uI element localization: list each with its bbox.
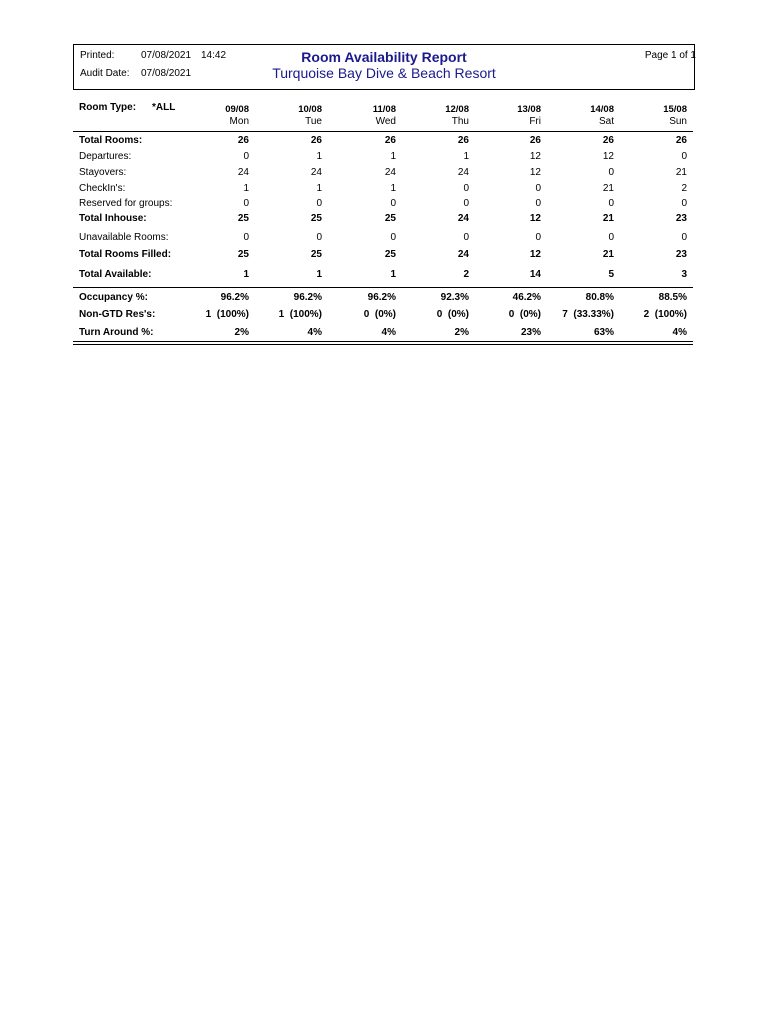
room-type-value: *ALL (152, 102, 176, 113)
table-cell: 0 (535, 232, 541, 243)
audit-date: 07/08/2021 (141, 68, 192, 79)
table-cell: 0 (535, 183, 541, 194)
table-cell: 1 (316, 269, 322, 280)
table-cell: 4% (672, 327, 687, 338)
column-date: 15/08 (663, 104, 687, 115)
table-cell: 0 (608, 198, 614, 209)
table-cell: 12 (529, 151, 541, 162)
divider-top (73, 131, 693, 132)
table-cell: 5 (608, 269, 614, 280)
column-date: 13/08 (517, 104, 541, 115)
column-day: Sun (669, 116, 687, 127)
table-cell: 0 (243, 198, 249, 209)
column-day: Sat (598, 116, 614, 127)
table-cell: 12 (602, 151, 614, 162)
column-date: 12/08 (445, 104, 469, 115)
table-cell: 2 (463, 269, 469, 280)
table-row (0, 249, 768, 263)
table-cell: 25 (237, 249, 249, 260)
table-cell: 3 (681, 269, 687, 280)
table-cell: 25 (310, 249, 322, 260)
table-cell: 0 (390, 198, 396, 209)
room-type-label: Room Type: (79, 102, 137, 113)
column-header (262, 104, 322, 127)
printed-date: 07/08/2021 (141, 50, 192, 61)
table-cell: 25 (384, 249, 396, 260)
table-cell: 24 (237, 167, 249, 178)
table-cell: 0 (608, 167, 614, 178)
row-label: CheckIn's: (79, 183, 126, 194)
table-cell: 0 (243, 151, 249, 162)
table-cell: 0 (681, 232, 687, 243)
table-cell: 25 (237, 213, 249, 224)
column-header (481, 104, 541, 127)
table-cell: 23 (675, 249, 687, 260)
table-cell: 46.2% (512, 292, 541, 303)
table-cell: 12 (529, 249, 541, 260)
row-label: Departures: (79, 151, 132, 162)
table-cell: 1 (390, 151, 396, 162)
table-cell: 4% (381, 327, 396, 338)
column-day: Tue (305, 116, 322, 127)
row-label: Turn Around %: (79, 327, 154, 338)
table-cell: 24 (457, 213, 469, 224)
table-cell: 1 (243, 269, 249, 280)
table-cell: 0 (0%) (508, 309, 541, 320)
table-cell: 2% (234, 327, 249, 338)
table-cell: 0 (316, 232, 322, 243)
row-label: Total Available: (79, 269, 152, 280)
table-cell: 23% (520, 327, 541, 338)
table-row (0, 232, 768, 246)
table-cell: 1 (316, 183, 322, 194)
table-cell: 25 (310, 213, 322, 224)
column-day: Mon (229, 116, 249, 127)
table-row (0, 198, 768, 212)
table-cell: 0 (243, 232, 249, 243)
table-cell: 7 (33.33%) (562, 309, 614, 320)
table-cell: 0 (681, 198, 687, 209)
column-date: 14/08 (590, 104, 614, 115)
column-header (554, 104, 614, 127)
table-cell: 24 (457, 167, 469, 178)
table-cell: 92.3% (440, 292, 469, 303)
table-row (0, 151, 768, 165)
table-cell: 0 (390, 232, 396, 243)
table-cell: 1 (390, 269, 396, 280)
table-cell: 88.5% (658, 292, 687, 303)
row-label: Total Inhouse: (79, 213, 147, 224)
table-cell: 21 (602, 249, 614, 260)
table-row (0, 309, 768, 323)
column-date: 10/08 (298, 104, 322, 115)
table-cell: 80.8% (585, 292, 614, 303)
table-cell: 1 (390, 183, 396, 194)
table-cell: 0 (0%) (363, 309, 396, 320)
table-cell: 0 (0%) (436, 309, 469, 320)
table-cell: 26 (310, 135, 322, 146)
table-row (0, 292, 768, 306)
page-number: Page 1 of 1 (644, 50, 696, 61)
table-cell: 26 (602, 135, 614, 146)
table-row (0, 327, 768, 341)
table-cell: 14 (529, 269, 541, 280)
column-day: Thu (451, 116, 469, 127)
table-cell: 24 (384, 167, 396, 178)
divider-bottom-2 (73, 344, 693, 345)
column-day: Wed (375, 116, 396, 127)
table-cell: 96.2% (367, 292, 396, 303)
table-cell: 0 (535, 198, 541, 209)
column-day: Fri (529, 116, 541, 127)
table-cell: 24 (310, 167, 322, 178)
table-cell: 1 (463, 151, 469, 162)
table-cell: 1 (243, 183, 249, 194)
divider-middle (73, 287, 693, 288)
table-cell: 26 (675, 135, 687, 146)
table-cell: 1 (100%) (278, 309, 322, 320)
printed-time: 14:42 (201, 50, 227, 61)
table-cell: 2 (681, 183, 687, 194)
row-label: Occupancy %: (79, 292, 148, 303)
row-label: Total Rooms: (79, 135, 143, 146)
table-row (0, 183, 768, 197)
column-header (189, 104, 249, 127)
row-label: Non-GTD Res's: (79, 309, 156, 320)
table-cell: 96.2% (220, 292, 249, 303)
table-cell: 96.2% (293, 292, 322, 303)
table-cell: 26 (457, 135, 469, 146)
table-cell: 0 (463, 198, 469, 209)
table-cell: 0 (463, 183, 469, 194)
column-header (409, 104, 469, 127)
table-cell: 21 (675, 167, 687, 178)
report-title: Room Availability Report (301, 49, 467, 65)
table-row (0, 167, 768, 181)
table-cell: 4% (307, 327, 322, 338)
table-cell: 2% (454, 327, 469, 338)
audit-date-label: Audit Date: (80, 68, 130, 79)
column-date: 11/08 (372, 104, 396, 115)
table-cell: 24 (457, 249, 469, 260)
table-cell: 21 (602, 183, 614, 194)
resort-name: Turquoise Bay Dive & Beach Resort (272, 65, 496, 81)
table-cell: 0 (316, 198, 322, 209)
table-cell: 26 (237, 135, 249, 146)
row-label: Total Rooms Filled: (79, 249, 172, 260)
table-cell: 25 (384, 213, 396, 224)
row-label: Unavailable Rooms: (79, 232, 169, 243)
table-cell: 0 (463, 232, 469, 243)
table-cell: 23 (675, 213, 687, 224)
table-cell: 26 (529, 135, 541, 146)
table-row (0, 135, 768, 149)
table-cell: 26 (384, 135, 396, 146)
table-cell: 0 (608, 232, 614, 243)
report-header (73, 44, 695, 90)
row-label: Stayovers: (79, 167, 127, 178)
table-row (0, 269, 768, 283)
table-cell: 21 (602, 213, 614, 224)
table-cell: 2 (100%) (643, 309, 687, 320)
column-date: 09/08 (225, 104, 249, 115)
column-header (336, 104, 396, 127)
table-cell: 63% (593, 327, 614, 338)
printed-label: Printed: (80, 50, 115, 61)
table-row (0, 213, 768, 227)
table-cell: 12 (529, 213, 541, 224)
table-cell: 0 (681, 151, 687, 162)
column-header (627, 104, 687, 127)
table-cell: 1 (100%) (205, 309, 249, 320)
table-cell: 12 (529, 167, 541, 178)
row-label: Reserved for groups: (79, 198, 173, 209)
divider-bottom-1 (73, 341, 693, 342)
table-cell: 1 (316, 151, 322, 162)
